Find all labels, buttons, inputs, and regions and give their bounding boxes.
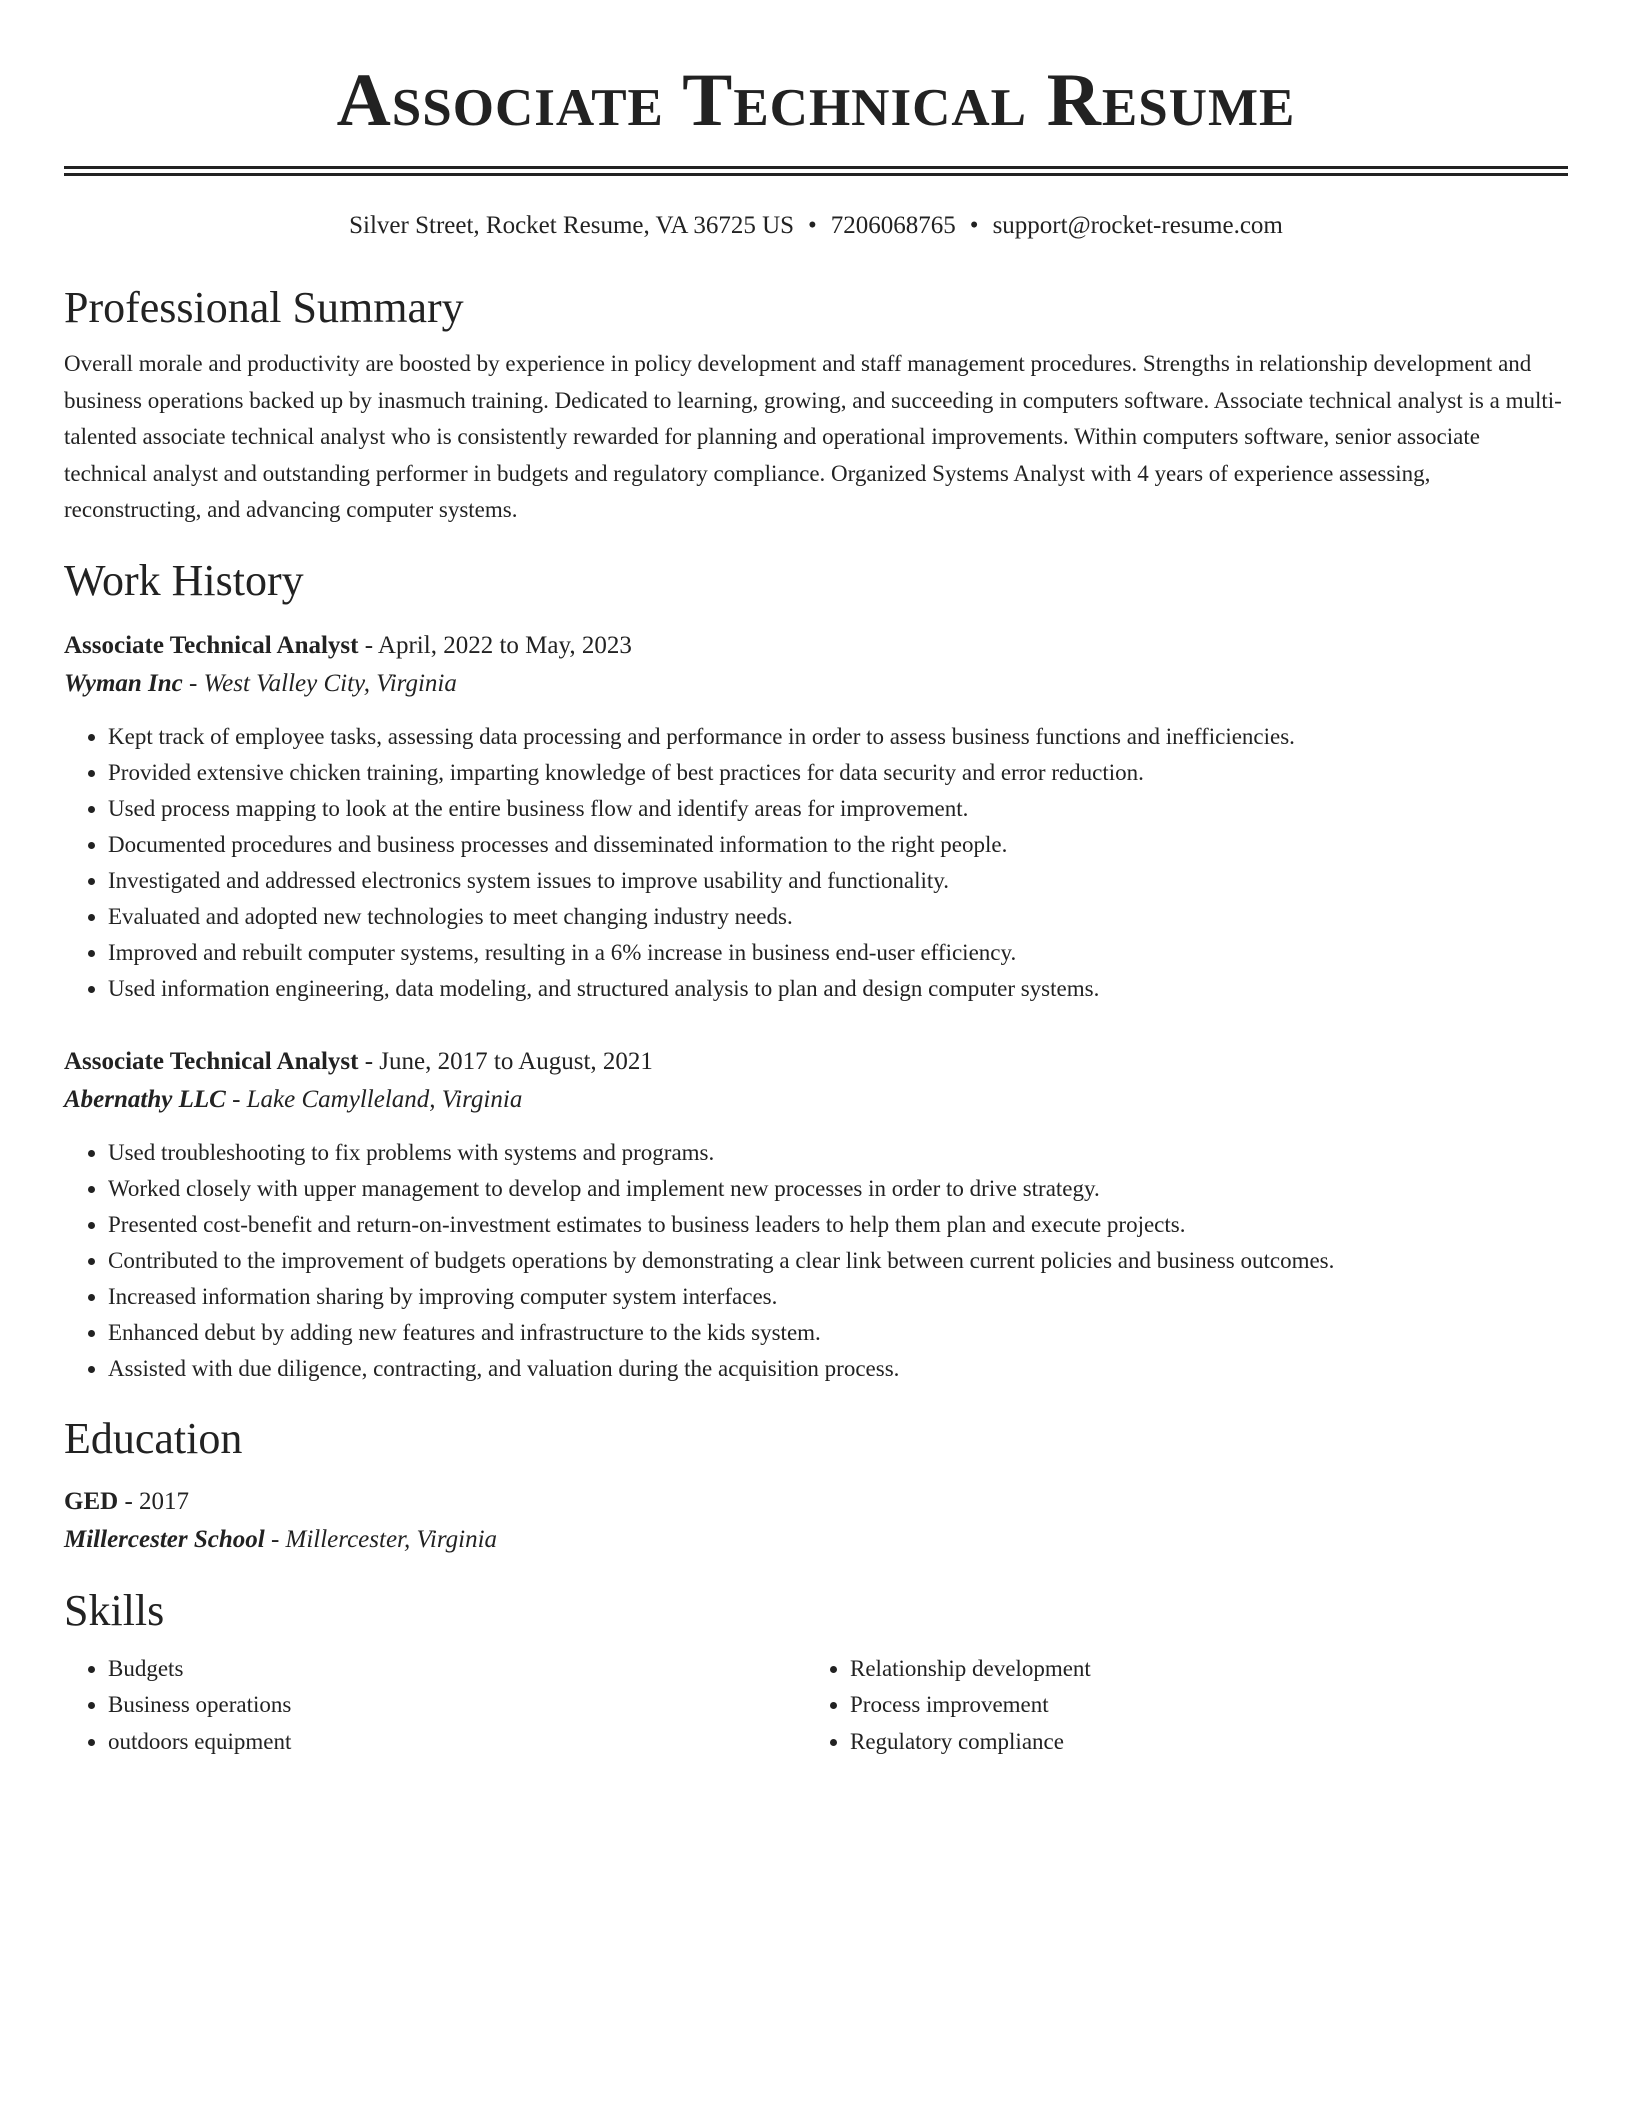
education-year: - 2017 <box>118 1487 190 1515</box>
job-dates: - April, 2022 to May, 2023 <box>358 631 632 659</box>
job-bullet: • Presented cost-benefit and return-on-investment estimates to business leaders to help them plan and execute projects. <box>108 1207 1568 1243</box>
job-bullet: • Used process mapping to look at the entire business flow and identify areas for improvement. <box>108 791 1568 827</box>
job-entry <box>64 627 1568 1007</box>
skills-column-right <box>806 1651 1548 1761</box>
job-bullet: • Used information engineering, data modeling, and structured analysis to plan and design computer systems. <box>108 971 1568 1007</box>
skills-columns <box>64 1651 1568 1761</box>
job-employer <box>64 1081 1568 1119</box>
contact-email: support@rocket-resume.com <box>992 212 1283 239</box>
skill-item: • Business operations <box>108 1687 806 1724</box>
education-heading: Education <box>64 1413 243 1463</box>
job-bullet: • Evaluated and adopted new technologies to meet changing industry needs. <box>108 899 1568 935</box>
skill-item: • Regulatory compliance <box>850 1724 1548 1761</box>
work-history-heading: Work History <box>64 555 304 605</box>
job-bullet: • Contributed to the improvement of budgets operations by demonstrating a clear link between current policies and business outcomes. <box>108 1243 1568 1279</box>
education-entry <box>64 1483 1568 1559</box>
contact-address: Silver Street, Rocket Resume, VA 36725 US <box>349 212 795 239</box>
job-bullet: • Documented procedures and business processes and disseminated information to the right people. <box>108 827 1568 863</box>
skills-column-left <box>64 1651 806 1761</box>
job-bullet: • Improved and rebuilt computer systems, resulting in a 6% increase in business end-user efficiency. <box>108 935 1568 971</box>
skills-heading: Skills <box>64 1585 165 1635</box>
job-bullet: • Enhanced debut by adding new features and infrastructure to the kids system. <box>108 1315 1568 1351</box>
job-bullet: • Investigated and addressed electronics system issues to improve usability and functionality. <box>108 863 1568 899</box>
resume-title: Associate Technical Resume <box>336 59 1296 142</box>
job-bullet: • Worked closely with upper management to develop and implement new processes in order to drive strategy. <box>108 1171 1568 1207</box>
title-double-rule <box>64 166 1568 176</box>
job-header <box>64 1043 1568 1081</box>
resume-page <box>64 0 1568 1760</box>
education-header <box>64 1483 1568 1521</box>
job-bullet: • Increased information sharing by improving computer system interfaces. <box>108 1279 1568 1315</box>
education-location: - Millercester, Virginia <box>264 1525 498 1553</box>
skill-item: • Process improvement <box>850 1687 1548 1724</box>
job-bullets <box>64 719 1568 1007</box>
job-location: - West Valley City, Virginia <box>182 669 457 697</box>
job-bullet: • Provided extensive chicken training, imparting knowledge of best practices for data security and error reduction. <box>108 755 1568 791</box>
summary-text: Overall morale and productivity are boosted by experience in policy development and staff management procedures. Strengths in relationship development and business operations backed up by inasmuch training. Dedicated to learning, growing, and succeeding in computers software. Associate technical analyst is a multi-talented associate technical analyst who is consistently rewarded for planning and operational improvements. Within computers software, senior associate technical analyst and outstanding performer in budgets and regulatory compliance. Organized Systems Analyst with 4 years of experience assessing, reconstructing, and advancing computer systems. <box>64 351 1562 522</box>
job-employer <box>64 665 1568 703</box>
job-bullet: • Assisted with due diligence, contracting, and valuation during the acquisition process. <box>108 1351 1568 1387</box>
summary-heading: Professional Summary <box>64 283 464 332</box>
job-bullets <box>64 1135 1568 1387</box>
contact-phone: 7206068765 <box>830 212 956 239</box>
education-degree: GED <box>64 1487 119 1515</box>
contact-separator: • <box>969 212 979 239</box>
job-company: Wyman Inc <box>64 669 183 697</box>
skill-item: • Budgets <box>108 1651 806 1688</box>
contact-line <box>64 210 1568 242</box>
skill-item: • Relationship development <box>850 1651 1548 1688</box>
job-bullet: • Used troubleshooting to fix problems with systems and programs. <box>108 1135 1568 1171</box>
job-role: Associate Technical Analyst <box>64 1047 359 1075</box>
skill-item: • outdoors equipment <box>108 1724 806 1761</box>
job-company: Abernathy LLC <box>64 1085 226 1113</box>
job-header <box>64 627 1568 665</box>
job-location: - Lake Camylleland, Virginia <box>225 1085 523 1113</box>
job-bullet: • Kept track of employee tasks, assessing data processing and performance in order to assess business functions and inefficiencies. <box>108 719 1568 755</box>
job-entry <box>64 1043 1568 1387</box>
job-role: Associate Technical Analyst <box>64 631 359 659</box>
contact-separator: • <box>808 212 817 239</box>
education-school-line <box>64 1521 1568 1559</box>
education-school: Millercester School <box>64 1525 265 1553</box>
job-dates: - June, 2017 to August, 2021 <box>358 1047 653 1075</box>
